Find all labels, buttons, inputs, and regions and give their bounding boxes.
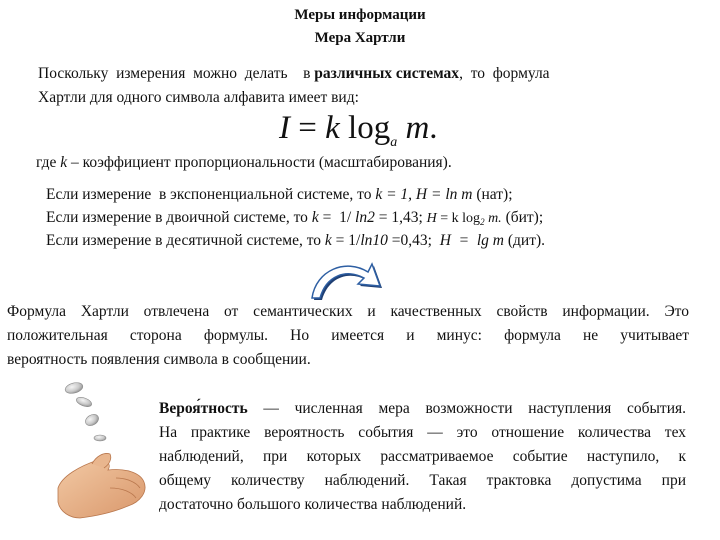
binary-formula <box>427 211 502 227</box>
sys2-mid: = 1/ <box>318 209 356 226</box>
sys3-val: =0,43; <box>387 232 440 249</box>
p2-line-2: положительная сторона формулы. Но имеется и минус: формула не учитывает <box>7 327 689 344</box>
system-binary <box>46 209 543 227</box>
curved-arrow-icon <box>306 252 386 302</box>
formula-base: a <box>390 135 398 150</box>
sys1-k: k = 1, H = ln m <box>375 186 473 203</box>
p2-line-3: вероятность появления символа в сообщении. <box>7 351 311 368</box>
bf-base: 2 <box>480 217 485 227</box>
intro-text-end: , то формула <box>459 65 550 82</box>
intro-line-2: Хартли для одного символа алфавита имеет вид: <box>38 89 359 106</box>
sys2-k: k <box>311 209 319 226</box>
prob-line-5: достаточно большого количества наблюдений. <box>159 496 467 513</box>
system-exponential <box>46 186 513 204</box>
coin-toss-hand-image <box>40 380 160 530</box>
system-decimal <box>46 232 545 250</box>
formula-k: k <box>325 110 340 146</box>
sys2-ln: ln2 <box>355 209 375 226</box>
bf-H: H <box>426 211 437 226</box>
coefficient-line <box>36 154 452 172</box>
coef-pre: где <box>36 154 61 171</box>
formula-log: log <box>339 110 391 146</box>
prob-line-3: наблюдений, при которых рассматриваемое событие наступило, к <box>159 448 686 465</box>
page-subtitle: Мера Хартли <box>314 30 406 46</box>
prob-line-4: общему количеству наблюдений. Такая трактовка допустима при <box>159 472 686 489</box>
p2-line-1: Формула Хартли отвлечена от семантических и качественных свойств информации. Это <box>7 303 689 320</box>
page-title: Меры информации <box>294 7 426 23</box>
intro-bold: различных системах <box>314 65 460 82</box>
probability-paragraph <box>159 397 686 517</box>
formula-m: m <box>397 110 430 146</box>
formula-end: . <box>429 110 438 146</box>
bf-eq: = k log <box>436 211 481 226</box>
sys3-ln: ln10 <box>360 232 388 249</box>
sys3-pre: Если измерение в десятичной системе, то <box>46 232 325 249</box>
probability-term: Вероя́тность <box>159 400 248 417</box>
sys3-post: (дит). <box>504 232 546 249</box>
sys2-post: (бит); <box>501 209 544 226</box>
hartley-formula <box>279 110 438 150</box>
sys1-pre: Если измерение в экспоненциальной системе, то <box>46 186 376 203</box>
coef-k: k <box>60 154 68 171</box>
sys3-k: k <box>324 232 332 249</box>
hartley-limitations-paragraph <box>7 300 689 372</box>
prob-line-2: На практике вероятность события — это отношение количества тех <box>159 424 686 441</box>
bf-m: m. <box>484 211 502 226</box>
sys3-mid: = 1/ <box>331 232 361 249</box>
sys3-H: H = lg m <box>439 232 504 249</box>
formula-I: I <box>279 110 290 146</box>
intro-paragraph <box>38 62 650 110</box>
coef-post: – коэффициент пропорциональности (масштабирования). <box>67 154 452 171</box>
intro-text: Поскольку измерения можно делать в <box>38 65 315 82</box>
sys2-val: = 1,43; <box>374 209 427 226</box>
sys1-post: (нат); <box>472 186 513 203</box>
formula-eq: = <box>290 110 326 146</box>
prob-line-1: — численная мера возможности наступления события. <box>247 400 686 417</box>
sys2-pre: Если измерение в двоичной системе, то <box>46 209 312 226</box>
